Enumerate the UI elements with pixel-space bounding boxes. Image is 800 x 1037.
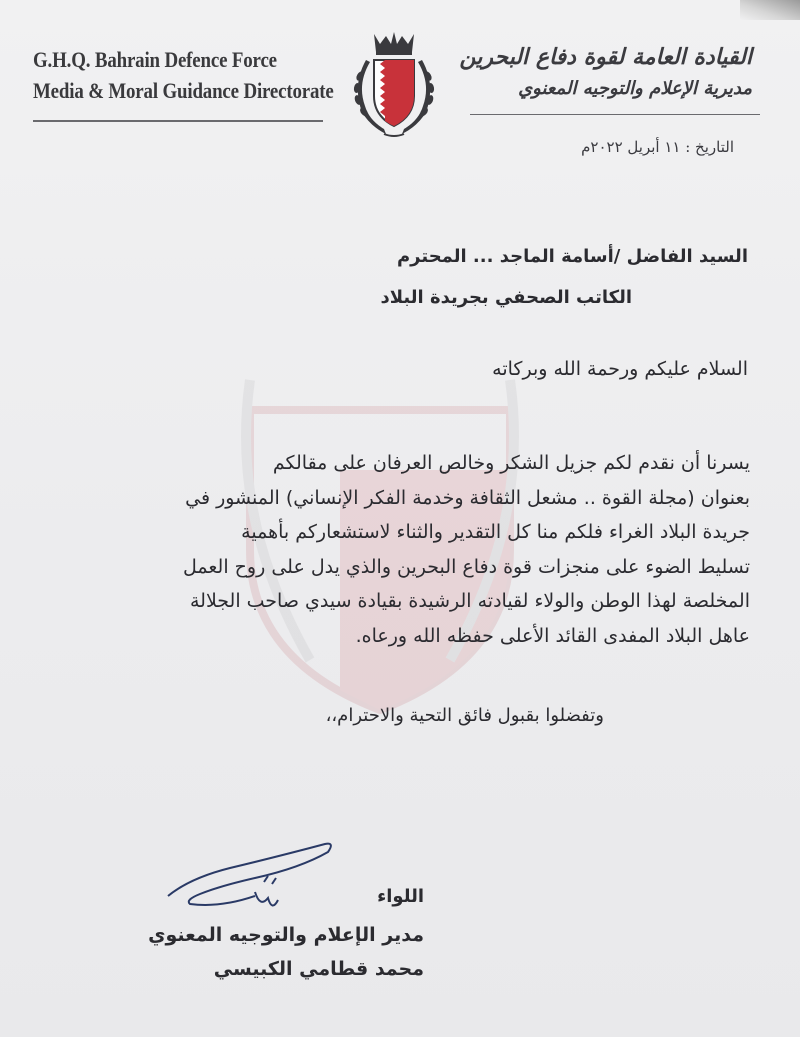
greeting: السلام عليكم ورحمة الله وبركاته — [492, 358, 748, 380]
english-org-name: G.H.Q. Bahrain Defence Force — [33, 47, 277, 72]
bahrain-defence-force-emblem-icon — [344, 30, 444, 140]
handwritten-signature — [160, 838, 340, 918]
signatory-name: محمد قطامي الكبيسي — [213, 958, 424, 980]
english-letterhead — [33, 44, 383, 106]
body-line: تسليط الضوء على منجزات قوة دفاع البحرين والذي يدل على روح العمل — [183, 555, 750, 578]
body-line: عاهل البلاد المفدى القائد الأعلى حفظه الله ورعاه. — [355, 624, 750, 647]
arabic-header-rule — [470, 114, 760, 115]
arabic-letterhead — [460, 40, 753, 104]
signatory-rank: اللواء — [377, 886, 424, 907]
english-directorate-name: Media & Moral Guidance Directorate — [33, 78, 334, 103]
english-header-rule — [33, 120, 323, 122]
letter-body — [183, 446, 750, 653]
letter-date: التاريخ : ١١ أبريل ٢٠٢٢م — [581, 138, 734, 156]
body-line: بعنوان (مجلة القوة .. مشعل الثقافة وخدمة الفكر الإنساني) المنشور في — [185, 486, 750, 509]
body-line: يسرنا أن نقدم لكم جزيل الشكر وخالص العرفان على مقالكم — [272, 452, 750, 474]
signatory-title: مدير الإعلام والتوجيه المعنوي — [148, 924, 424, 946]
arabic-org-name: القيادة العامة لقوة دفاع البحرين — [459, 44, 752, 70]
body-line: جريدة البلاد الغراء فلكم منا كل التقدير والثناء لاستشعاركم بأهمية — [241, 521, 750, 543]
closing-line: وتفضلوا بقبول فائق التحية والاحترام،، — [325, 705, 604, 726]
recipient-name-line: السيد الفاضل /أسامة الماجد ... المحترم — [396, 246, 748, 267]
page-corner-shadow — [740, 0, 800, 20]
recipient-title-line: الكاتب الصحفي بجريدة البلاد — [380, 287, 632, 308]
arabic-directorate-name: مديرية الإعلام والتوجيه المعنوي — [518, 78, 752, 99]
body-line: المخلصة لهذا الوطن والولاء لقيادته الرشيدة بقيادة سيدي صاحب الجلالة — [189, 590, 750, 612]
